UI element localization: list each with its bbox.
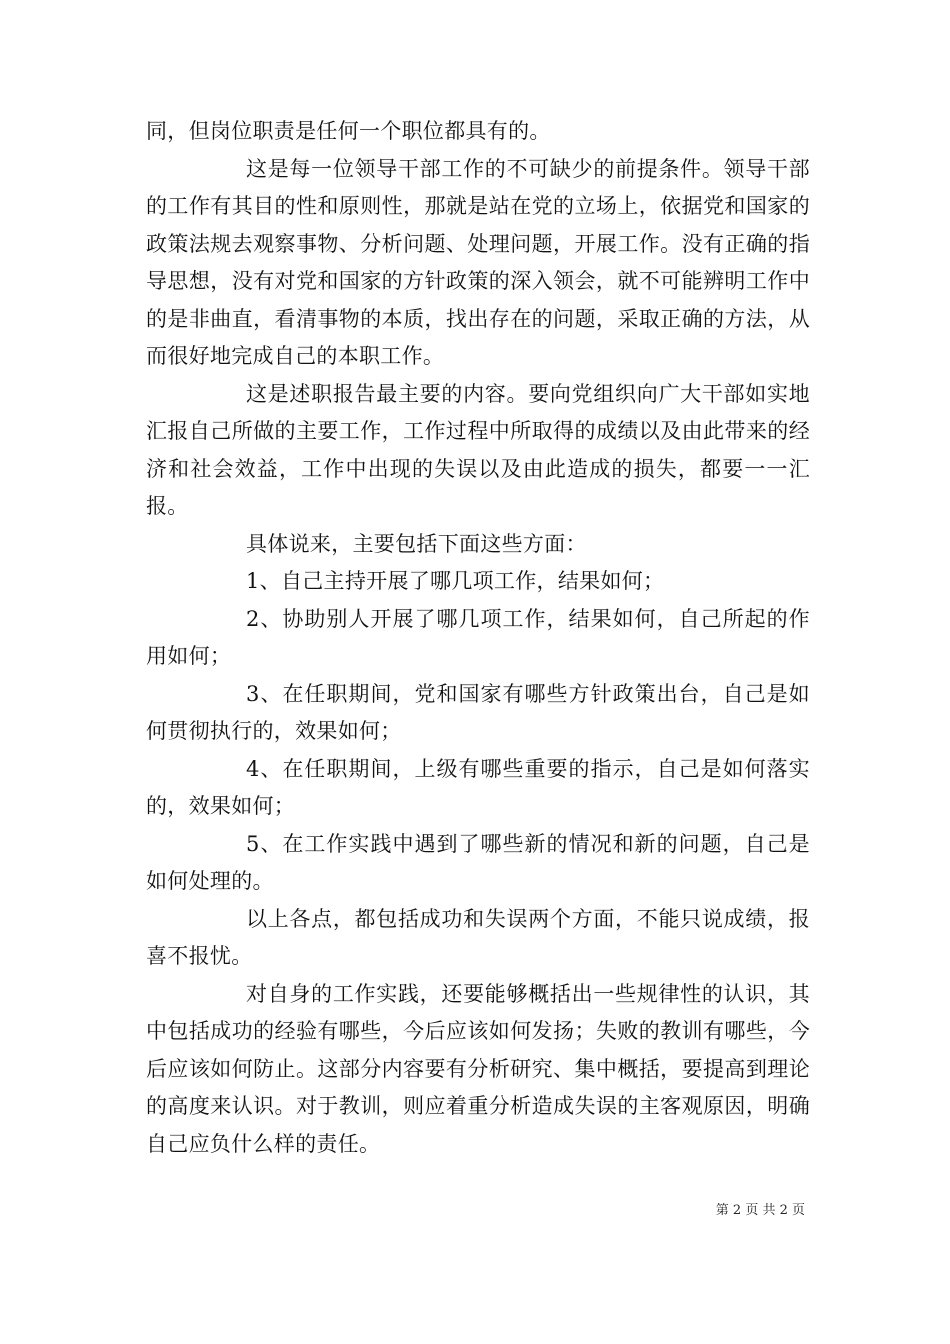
list-item-2: 2、协助别人开展了哪几项工作，结果如何，自己所起的作用如何； — [146, 606, 810, 668]
paragraph-2: 这是每一位领导干部工作的不可缺少的前提条件。领导干部的工作有其目的性和原则性，那就是站在党的立场上，依据党和国家的政策法规去观察事物、分析问题、处理问题，开展工作。没有正确的指导思想，没有对党和国家的方针政策的深入领会，就不可能辨明工作中的是非曲直，看清事物的本质，找出存在的问题，采取正确的方法，从而很好地完成自己的本职工作。 — [146, 156, 810, 368]
paragraph-4: 具体说来，主要包括下面这些方面： — [246, 531, 587, 556]
list-item-4: 4、在任职期间，上级有哪些重要的指示，自己是如何落实的，效果如何； — [146, 756, 810, 818]
paragraph-1: 同，但岗位职责是任何一个职位都具有的。 — [146, 119, 551, 143]
paragraph-10: 以上各点，都包括成功和失误两个方面，不能只说成绩，报喜不报忧。 — [146, 906, 810, 968]
document-body — [146, 113, 810, 1163]
paragraph-3: 这是述职报告最主要的内容。要向党组织向广大干部如实地汇报自己所做的主要工作，工作过程中所取得的成绩以及由此带来的经济和社会效益，工作中出现的失误以及由此造成的损失，都要一一汇报。 — [146, 381, 810, 518]
list-item-1: 1、自己主持开展了哪几项工作，结果如何； — [246, 569, 665, 593]
paragraph-11: 对自身的工作实践，还要能够概括出一些规律性的认识，其中包括成功的经验有哪些，今后应该如何发扬；失败的教训有哪些，今后应该如何防止。这部分内容要有分析研究、集中概括，要提高到理论的高度来认识。对于教训，则应着重分析造成失误的主客观原因，明确自己应负什么样的责任。 — [146, 981, 810, 1156]
list-item-5: 5、在工作实践中遇到了哪些新的情况和新的问题，自己是如何处理的。 — [146, 831, 810, 893]
list-item-3: 3、在任职期间，党和国家有哪些方针政策出台，自己是如何贯彻执行的，效果如何； — [146, 681, 810, 743]
page-number-footer: 第 2 页 共 2 页 — [715, 1203, 805, 1218]
